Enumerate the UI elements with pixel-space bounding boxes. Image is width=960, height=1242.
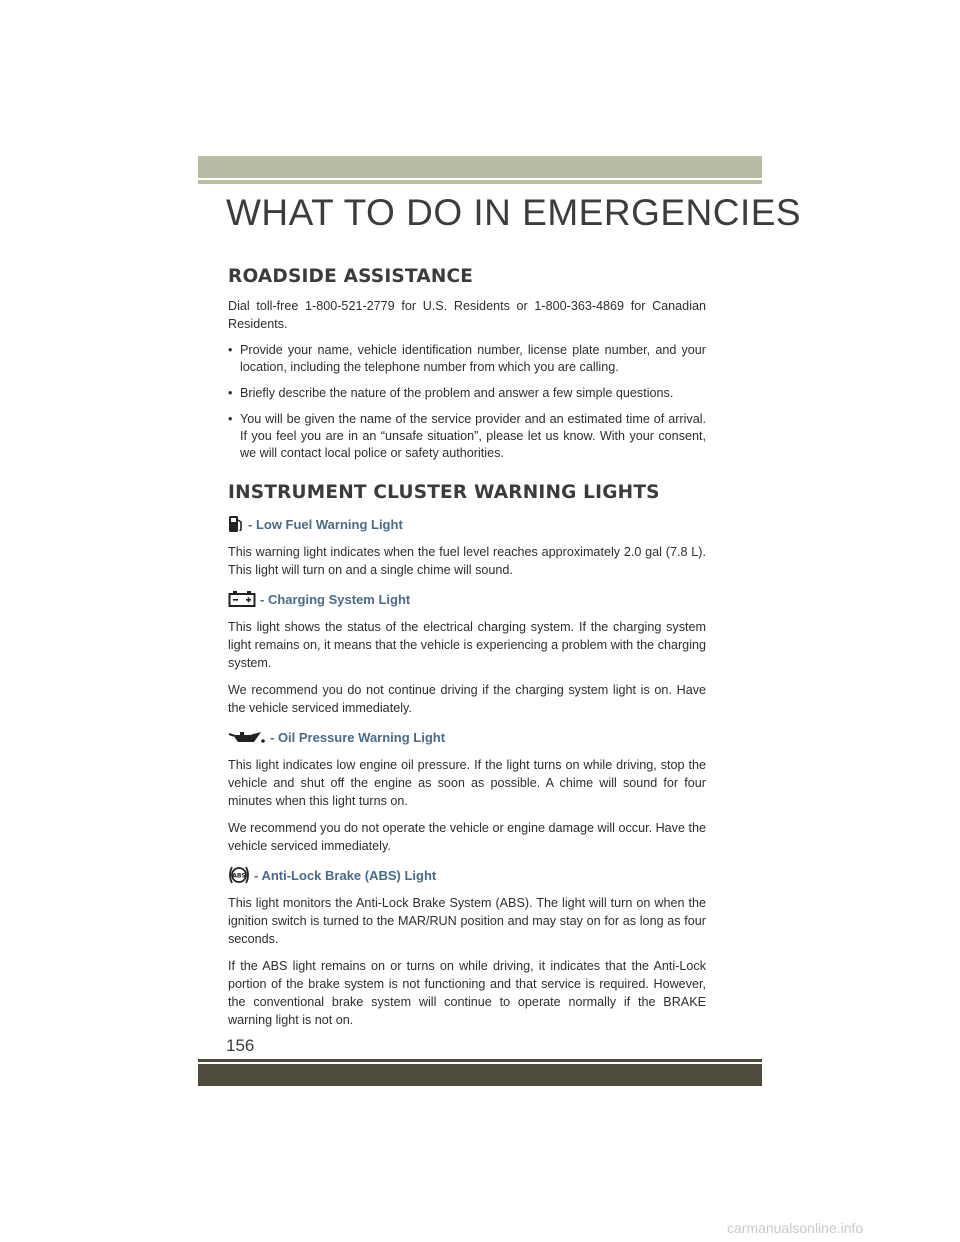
charging-light-text-2: We recommend you do not continue driving if the charging system light is on. Have the vehicle serviced immediately. — [228, 683, 706, 715]
footer-rule — [198, 1059, 762, 1062]
roadside-intro: Dial toll-free 1-800-521-2779 for U.S. Residents or 1-800-363-4869 for Canadian Residents. — [228, 299, 706, 331]
roadside-bullet-list — [228, 342, 706, 462]
oil-light-label: - Oil Pressure Warning Light — [270, 729, 446, 745]
list-item: • Briefly describe the nature of the problem and answer a few simple questions. — [228, 385, 706, 402]
oil-can-icon — [228, 726, 266, 748]
fuel-light-label: - Low Fuel Warning Light — [248, 516, 403, 532]
battery-icon — [228, 588, 256, 610]
section-heading-roadside: ROADSIDE ASSISTANCE — [228, 266, 474, 287]
oil-light-text-1: This light indicates low engine oil pressure. If the light turns on while driving, stop the vehicle and shut off the engine as soon as possible. A chime will sound for four minutes when this light turns on. — [228, 758, 706, 808]
abs-icon-text: ABS — [232, 872, 246, 880]
charging-light-heading — [228, 588, 706, 610]
abs-light-text-2: If the ABS light remains on or turns on while driving, it indicates that the Anti-Lock portion of the brake system is not functioning and that service is required. However, the conventional brake system will continue to operate normally if the BRAKE warning light is not on. — [228, 959, 706, 1027]
abs-light-text-1: This light monitors the Anti-Lock Brake System (ABS). The light will turn on when the ignition switch is turned to the MAR/RUN position and may stay on for as long as four seconds. — [228, 896, 706, 946]
abs-light-heading — [228, 864, 706, 886]
abs-light-label: - Anti-Lock Brake (ABS) Light — [254, 867, 437, 883]
header-rule — [198, 180, 762, 184]
oil-light-text-2: We recommend you do not operate the vehicle or engine damage will occur. Have the vehicle serviced immediately. — [228, 821, 706, 853]
page-number: 156 — [226, 1036, 255, 1055]
watermark: carmanualsonline.info — [727, 1220, 864, 1236]
list-item: • You will be given the name of the service provider and an estimated time of arrival. If you feel you are in an “unsafe situation”, please let us know. With your consent, we will contact local police or safety authorities. — [228, 411, 706, 462]
fuel-light-heading — [228, 513, 706, 535]
oil-light-heading — [228, 726, 706, 748]
abs-icon — [228, 864, 250, 886]
fuel-light-text: This warning light indicates when the fuel level reaches approximately 2.0 gal (7.8 L). This light will turn on and a single chime will sound. — [228, 545, 706, 577]
footer-band — [198, 1064, 762, 1086]
chapter-title: WHAT TO DO IN EMERGENCIES — [226, 192, 802, 233]
list-item: • Provide your name, vehicle identification number, license plate number, and your location, including the telephone number from which you are calling. — [228, 342, 706, 376]
section-heading-warning-lights: INSTRUMENT CLUSTER WARNING LIGHTS — [228, 482, 660, 503]
header-band — [198, 156, 762, 178]
charging-light-text-1: This light shows the status of the electrical charging system. If the charging system light remains on, it means that the vehicle is experiencing a problem with the charging system. — [228, 620, 706, 670]
page-content — [228, 266, 706, 1038]
charging-light-label: - Charging System Light — [260, 591, 411, 607]
fuel-pump-icon — [228, 513, 244, 535]
